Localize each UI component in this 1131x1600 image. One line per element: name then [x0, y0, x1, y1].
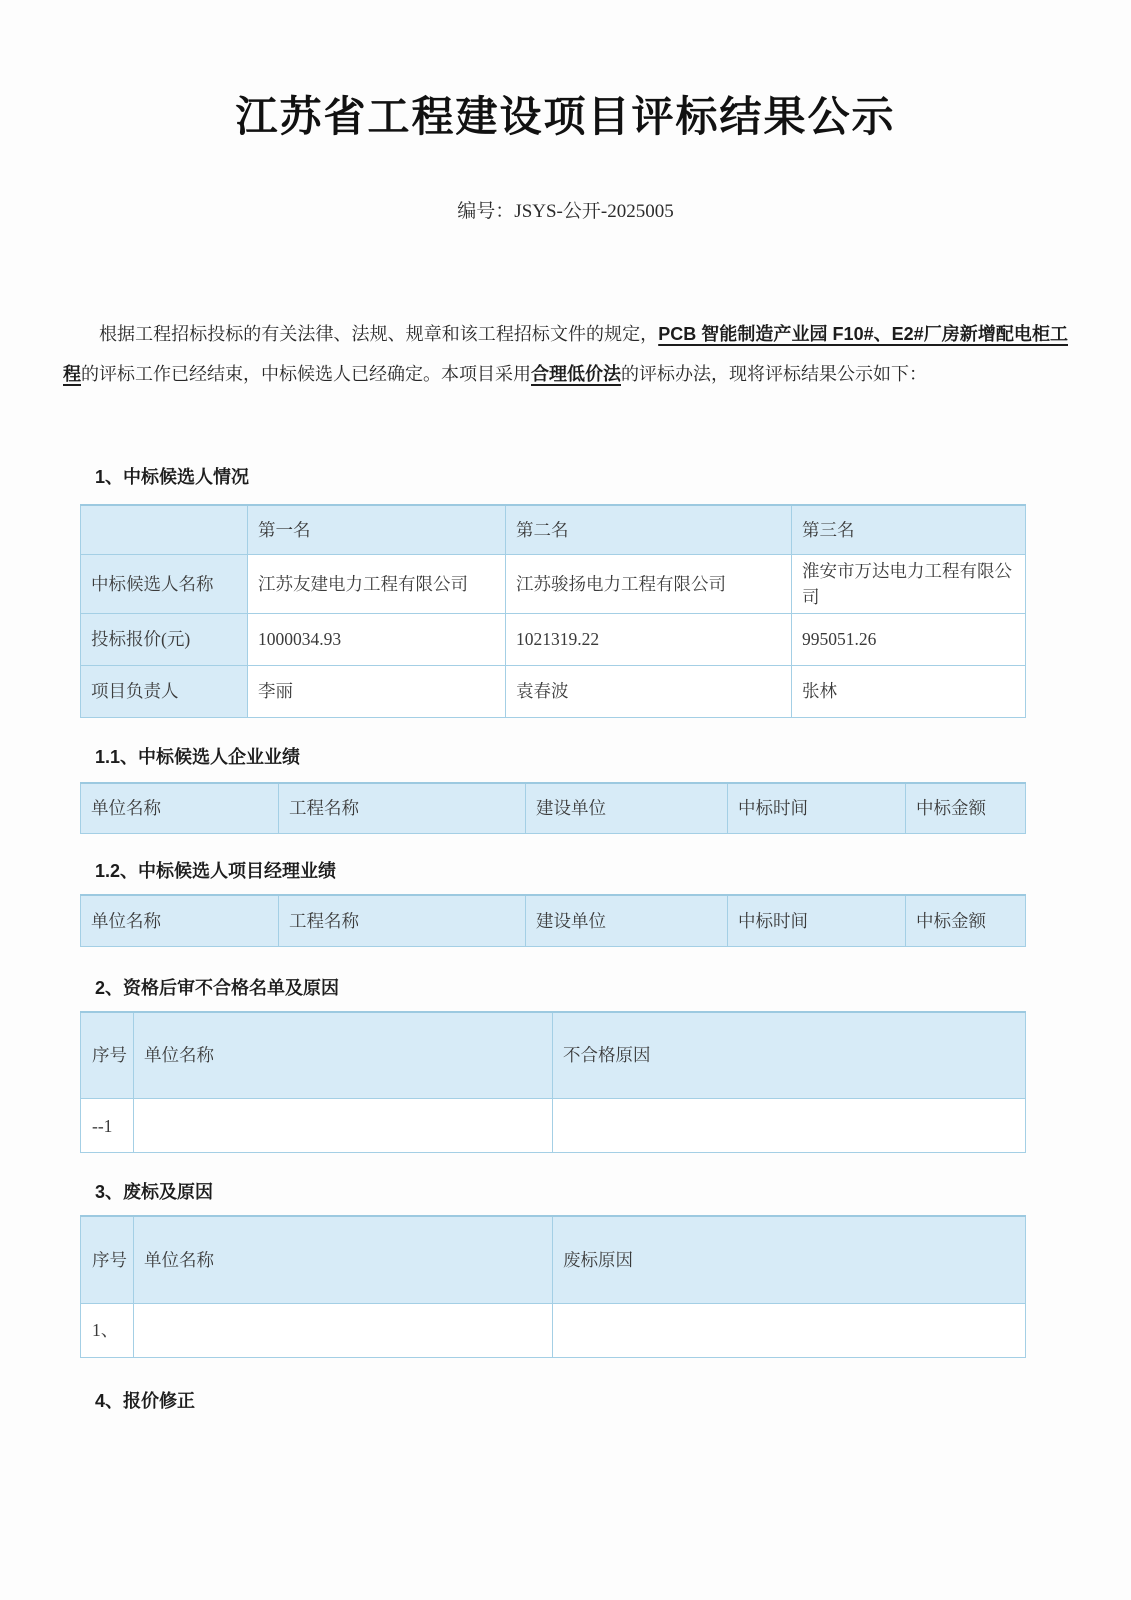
header-cell-unit-name: 单位名称 — [81, 783, 279, 834]
header-cell-award-amount: 中标金额 — [906, 783, 1026, 834]
rejected-bids-table — [80, 1215, 1026, 1358]
table-header-row — [81, 505, 1026, 554]
cell-candidate-1-name: 江苏友建电力工程有限公司 — [248, 554, 506, 613]
header-cell-award-amount: 中标金额 — [906, 895, 1026, 946]
table-row-bid-price — [81, 613, 1026, 665]
section-2-heading: 2、资格后审不合格名单及原因 — [95, 977, 340, 998]
table-header-row — [81, 1012, 1026, 1099]
row-label-project-manager: 项目负责人 — [81, 665, 248, 717]
section-1-heading: 1、中标候选人情况 — [95, 467, 250, 487]
header-cell-project-name: 工程名称 — [279, 895, 526, 946]
header-cell-unqualified-reason: 不合格原因 — [553, 1012, 1026, 1099]
cell-unit-name — [134, 1303, 553, 1357]
header-cell-serial-number: 序号 — [81, 1216, 134, 1303]
cell-candidate-1-price: 1000034.93 — [248, 613, 506, 665]
cell-candidate-3-price: 995051.26 — [792, 613, 1026, 665]
cell-serial-number: 1、 — [81, 1303, 134, 1357]
row-label-candidate-name: 中标候选人名称 — [81, 554, 248, 613]
intro-text-1: 根据工程招标投标的有关法律、法规、规章和该工程招标文件的规定， — [99, 324, 659, 344]
header-cell-project-name: 工程名称 — [279, 783, 526, 834]
header-cell-rank-3: 第三名 — [792, 505, 1026, 554]
header-cell-empty — [81, 505, 248, 554]
header-cell-construction-unit: 建设单位 — [526, 895, 728, 946]
header-cell-rejection-reason: 废标原因 — [553, 1216, 1026, 1303]
cell-candidate-1-manager: 李丽 — [248, 665, 506, 717]
cell-serial-number: --1 — [81, 1099, 134, 1153]
document-number: 编号：JSYS-公开-2025005 — [457, 201, 674, 222]
section-4-heading: 4、报价修正 — [95, 1390, 196, 1411]
unqualified-list-table — [80, 1011, 1026, 1154]
cell-unit-name — [134, 1099, 553, 1153]
cell-candidate-2-price: 1021319.22 — [506, 613, 792, 665]
header-cell-serial-number: 序号 — [81, 1012, 134, 1099]
table-header-row — [81, 783, 1026, 834]
row-label-bid-price: 投标报价(元) — [81, 613, 248, 665]
header-cell-unit-name: 单位名称 — [81, 895, 279, 946]
cell-candidate-2-manager: 袁春波 — [506, 665, 792, 717]
header-cell-award-time: 中标时间 — [728, 783, 906, 834]
header-cell-unit-name: 单位名称 — [134, 1216, 553, 1303]
winning-candidates-table — [80, 504, 1026, 718]
table-row-candidate-name — [81, 554, 1026, 613]
intro-text-3: 的评标办法，现将评标结果公示如下： — [621, 364, 927, 384]
table-header-row — [81, 895, 1026, 946]
header-cell-award-time: 中标时间 — [728, 895, 906, 946]
table-header-row — [81, 1216, 1026, 1303]
section-1-2-heading: 1.2、中标候选人项目经理业绩 — [95, 861, 337, 881]
header-cell-rank-1: 第一名 — [248, 505, 506, 554]
enterprise-performance-table — [80, 782, 1026, 835]
page-title: 江苏省工程建设项目评标结果公示 — [235, 95, 896, 141]
project-name: PCB 智能制造产业园 F10#、E2#厂房新增配电柜工程 — [63, 324, 1068, 384]
header-cell-rank-2: 第二名 — [506, 505, 792, 554]
section-3-heading: 3、废标及原因 — [95, 1182, 214, 1202]
evaluation-method: 合理低价法 — [531, 364, 621, 384]
header-cell-unit-name: 单位名称 — [134, 1012, 553, 1099]
manager-performance-table — [80, 894, 1026, 947]
cell-candidate-3-manager: 张林 — [792, 665, 1026, 717]
intro-paragraph — [63, 314, 1068, 394]
table-row-project-manager — [81, 665, 1026, 717]
cell-rejection-reason — [553, 1303, 1026, 1357]
cell-unqualified-reason — [553, 1099, 1026, 1153]
table-row — [81, 1099, 1026, 1153]
cell-candidate-3-name: 淮安市万达电力工程有限公司 — [792, 554, 1026, 613]
intro-text-2: 的评标工作已经结束，中标候选人已经确定。本项目采用 — [81, 364, 531, 384]
header-cell-construction-unit: 建设单位 — [526, 783, 728, 834]
cell-candidate-2-name: 江苏骏扬电力工程有限公司 — [506, 554, 792, 613]
section-1-1-heading: 1.1、中标候选人企业业绩 — [95, 746, 301, 767]
table-row — [81, 1303, 1026, 1357]
